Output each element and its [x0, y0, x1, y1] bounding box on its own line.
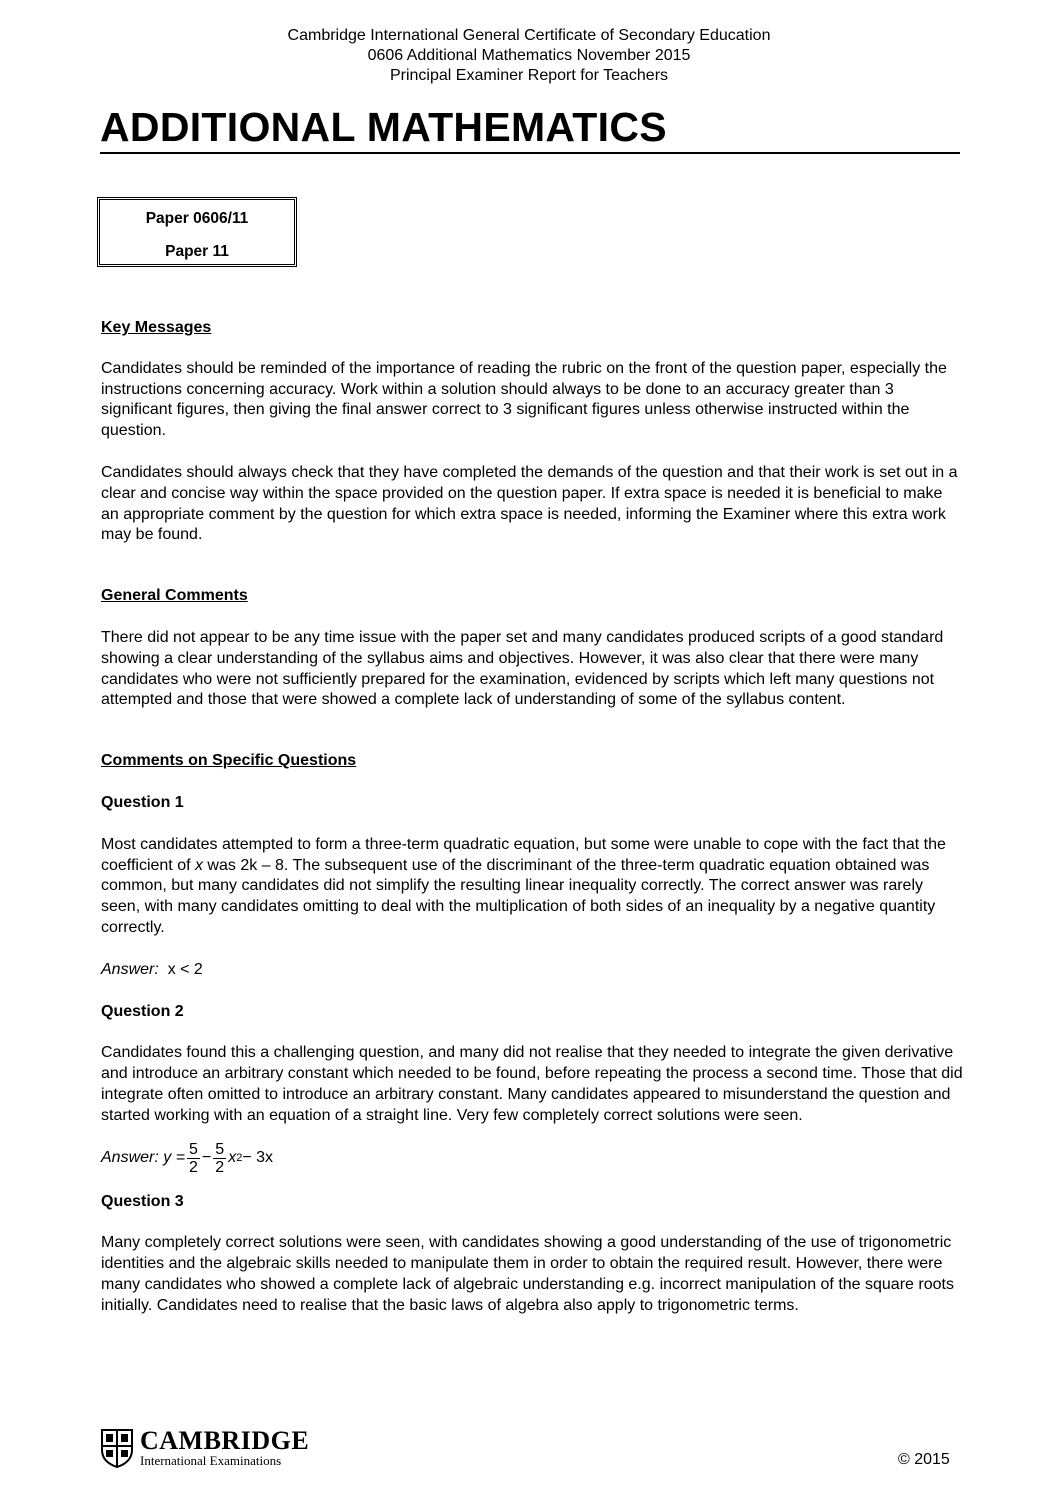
logo-wordmark: CAMBRIDGE — [140, 1426, 310, 1455]
question-3-paragraph: Many completely correct solutions were seen, with candidates showing a good understanding of the use of trigonometric identities and the algebraic skills needed to manipulate them in order to obtain the required result. However, there were many candidates who showed a complete lack of algebraic understanding e.g. incorrect manipulation of the square roots initially. Candidates need to realise that the basic laws of algebra also apply to trigonometric terms. — [101, 1234, 954, 1314]
header-line-3: Principal Examiner Report for Teachers — [389, 67, 669, 84]
crest-icon — [100, 1428, 134, 1468]
paper-code: Paper 0606/11 — [145, 210, 249, 227]
question-2-heading: Question 2 — [101, 1002, 184, 1020]
q2-tail: − 3x — [242, 1148, 274, 1166]
copyright-notice: © 2015 — [898, 1451, 950, 1468]
specific-questions-heading: Comments on Specific Questions — [101, 752, 357, 770]
q1-text-a: Most candidates attempted to form a three-term quadratic equation, but some were unable to cope with the fact that the coefficient of — [101, 835, 946, 874]
q2-frac2-num: 5 — [215, 1140, 225, 1158]
paper-number: Paper 11 — [165, 243, 229, 260]
header-line-1: Cambridge International General Certificate of Secondary Education — [287, 27, 771, 44]
report-body — [101, 318, 963, 1317]
question-3-heading: Question 3 — [101, 1192, 184, 1210]
key-messages-paragraph-2: Candidates should always check that they have completed the demands of the question and that their work is set out in a clear and concise way within the space provided on the question paper. If extra space is needed it is beneficial to make an appropriate comment by the question for which extra space is needed, informing the Examiner where this extra work may be found. — [101, 463, 958, 544]
q2-answer-label: Answer: — [101, 1148, 159, 1166]
cambridge-logo — [100, 1428, 309, 1468]
q1-expression: 2k – 8 — [240, 856, 284, 874]
question-1-paragraph — [101, 835, 963, 939]
q2-exponent: 2 — [236, 1151, 243, 1164]
q1-text-c: . The subsequent use of the discriminant of the three-term quadratic equation obtained was common, but many candidates did not simplify the resulting linear inequality correctly. The correct answer was rarely seen, with many candidates omitting to deal with the multiplication of both sides of an inequality by a negative quantity correctly. — [101, 856, 936, 936]
key-messages-heading: Key Messages — [101, 319, 212, 336]
key-messages-paragraph-1: Candidates should be reminded of the importance of reading the rubric on the front of the question paper, especially the instructions concerning accuracy. Work within a solution should always to be done to an accuracy greater than 3 significant figures, then giving the final answer correct to 3 significant figures unless otherwise instructed within the question. — [101, 359, 947, 440]
question-1-heading: Question 1 — [101, 793, 184, 811]
question-1-answer — [101, 960, 963, 981]
q1-answer-value: x < 2 — [167, 960, 203, 978]
q2-minus: − — [201, 1148, 212, 1166]
header-line-2: 0606 Additional Mathematics November 2015 — [367, 47, 691, 64]
q2-frac2-den: 2 — [215, 1158, 225, 1176]
q2-fraction-1 — [187, 1141, 200, 1176]
title-divider — [100, 152, 960, 154]
general-comments-heading: General Comments — [101, 587, 248, 605]
q1-text-b: was — [202, 856, 241, 874]
q2-frac1-num: 5 — [189, 1140, 198, 1158]
q2-fraction-2 — [213, 1141, 226, 1176]
question-2-paragraph: Candidates found this a challenging question, and many did not realise that they needed to integrate the given derivative and introduce an arbitrary constant which needed to be found, before repeating the process a second time. Those that did integrate often omitted to introduce an arbitrary constant. Many candidates appeared to misunderstand the question and started working with an equation of a straight line. Very few completely correct solutions were seen. — [101, 1044, 963, 1124]
report-header — [0, 26, 1058, 86]
q2-x: x — [228, 1148, 237, 1166]
paper-box — [97, 197, 297, 267]
general-comments-paragraph: There did not appear to be any time issue with the paper set and many candidates produced scripts of a good standard showing a clear understanding of the syllabus aims and objectives. However, it was also clear that there were many candidates who were not sufficiently prepared for the examination, evidenced by scripts which left many questions not attempted and those that were showed a complete lack of understanding of some of the syllabus content. — [101, 628, 944, 709]
q1-var-x: x — [194, 856, 203, 874]
q2-answer-y: y = — [163, 1148, 186, 1166]
page-title: ADDITIONAL MATHEMATICS — [100, 104, 667, 150]
q1-answer-label: Answer: — [101, 960, 159, 978]
q2-frac1-den: 2 — [189, 1158, 198, 1176]
logo-subtitle: International Examinations — [140, 1453, 282, 1468]
question-2-answer — [101, 1141, 963, 1176]
